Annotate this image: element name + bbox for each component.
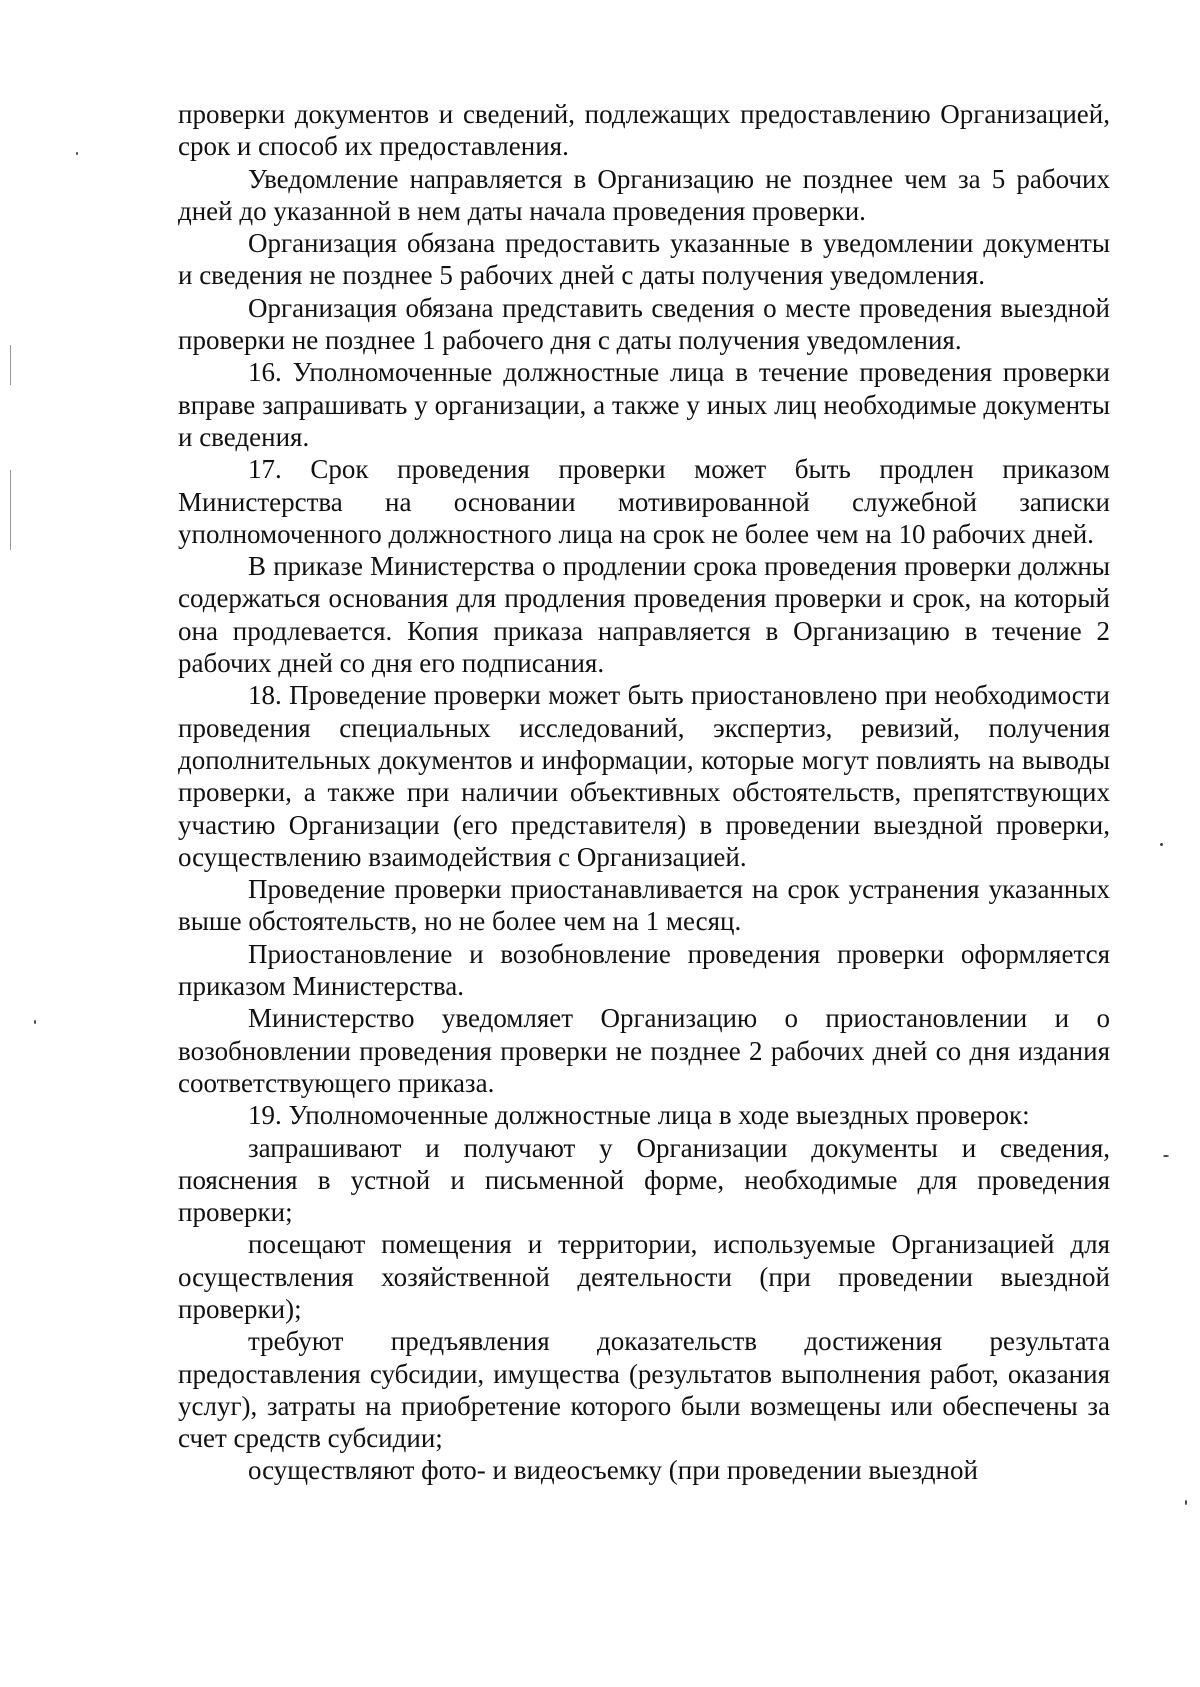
paragraph: Приостановление и возобновление проведения проверки оформляется приказом Министерства. [178,938,1110,1002]
paragraph: Организация обязана представить сведения о месте проведения выездной проверки не позднее 1 рабочего дня с даты получения уведомления. [178,292,1110,356]
scan-speck [1185,1500,1187,1505]
paragraph: проверки документов и сведений, подлежащих предоставлению Организацией, срок и способ их предоставления. [178,99,1110,162]
document-body [178,98,1110,1487]
list-item: требуют предъявления доказательств достижения результата предоставления субсидии, имущества (результатов выполнения работ, оказания услуг), затраты на приобретение которого были возмещены или обеспечены за счет средств субсидии; [178,1326,1110,1454]
paragraph-17: 17. Срок проведения проверки может быть продлен приказом Министерства на основании мотивированной служебной записки уполномоченного должностного лица на срок не более чем на 10 рабочих дней. [178,454,1110,549]
paragraph: В приказе Министерства о продлении срока проведения проверки должны содержаться основания для продления проведения проверки и срок, на который она продлевается. Копия приказа направляется в Организацию в течение 2 рабочих дней со дня его подписания. [178,551,1110,679]
scan-speck [34,1020,36,1024]
list-item: осуществляют фото- и видеосъемку (при проведении выездной [248,1455,978,1486]
scan-artifact-left [10,345,11,385]
list-item: посещают помещения и территории, используемые Организацией для осуществления хозяйственной деятельности (при проведении выездной проверки); [178,1229,1110,1324]
scan-artifact-left [10,470,11,550]
list-item: запрашивают и получают у Организации документы и сведения, пояснения в устной и письменной форме, необходимые для проведения проверки; [178,1132,1110,1228]
scan-speck [1163,1155,1169,1157]
paragraph-19: 19. Уполномоченные должностные лица в ходе выездных проверок: [248,1100,1030,1131]
paragraph: Проведение проверки приостанавливается на срок устранения указанных выше обстоятельств, но не более чем на 1 месяц. [178,874,1110,937]
paragraph-16: 16. Уполномоченные должностные лица в течение проведения проверки вправе запрашивать у организации, а также у иных лиц необходимые документы и сведения. [178,357,1110,452]
paragraph-18: 18. Проведение проверки может быть приостановлено при необходимости проведения специальных исследований, экспертиз, ревизий, получения дополнительных документов и информации, которые могут повлиять на выводы проверки, а также при наличии объективных обстоятельств, препятствующих участию Организации (его представителя) в проведении выездной проверки, осуществлению взаимодействия с Организацией. [178,680,1110,872]
scan-speck [1160,843,1163,846]
paragraph: Министерство уведомляет Организацию о приостановлении и о возобновлении проведения проверки не позднее 2 рабочих дней со дня издания соответствующего приказа. [178,1003,1110,1098]
scan-speck [76,152,78,155]
paragraph: Организация обязана предоставить указанные в уведомлении документы и сведения не позднее 5 рабочих дней с даты получения уведомления. [178,228,1110,291]
paragraph: Уведомление направляется в Организацию не позднее чем за 5 рабочих дней до указанной в нем даты начала проведения проверки. [178,163,1110,226]
